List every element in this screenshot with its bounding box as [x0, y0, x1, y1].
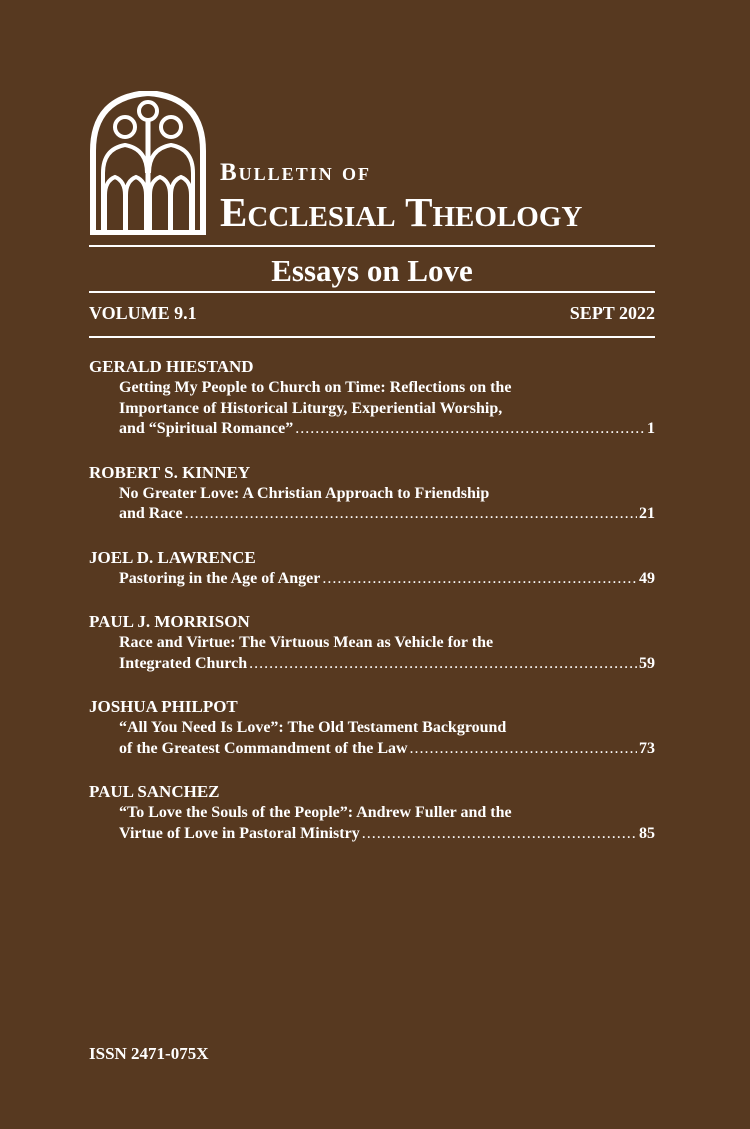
toc-title-text: of the Greatest Commandment of the Law	[119, 739, 408, 757]
toc-title-last-line	[89, 569, 655, 590]
dot-leader	[410, 739, 637, 760]
toc-entry	[89, 611, 655, 674]
volume-label: VOLUME 9.1	[89, 303, 197, 323]
toc-title-line: “All You Need Is Love”: The Old Testament Background	[119, 719, 507, 736]
toc-page-number: 1	[647, 420, 655, 437]
issn: ISSN 2471-075X	[89, 1044, 209, 1063]
toc-page-number: 21	[639, 505, 655, 522]
dot-leader	[362, 824, 637, 845]
table-of-contents	[89, 356, 655, 866]
divider-middle	[89, 291, 655, 293]
toc-title-last-line	[89, 824, 655, 845]
divider-bottom	[89, 336, 655, 338]
toc-title-text: Virtue of Love in Pastoral Ministry	[119, 824, 360, 842]
toc-title-last-line	[89, 419, 655, 440]
toc-author: PAUL J. MORRISON	[89, 612, 250, 631]
cathedral-window-logo	[89, 91, 207, 235]
dot-leader	[295, 419, 645, 440]
issue-title: Essays on Love	[271, 253, 473, 288]
toc-title-last-line	[89, 504, 655, 525]
toc-entry	[89, 356, 655, 440]
toc-title-line: “To Love the Souls of the People”: Andrew Fuller and the	[119, 804, 512, 821]
toc-entry	[89, 547, 655, 590]
toc-author: JOSHUA PHILPOT	[89, 697, 238, 716]
toc-title-line: No Greater Love: A Christian Approach to Friendship	[119, 484, 490, 502]
toc-author: ROBERT S. KINNEY	[89, 462, 251, 482]
toc-title-last-line	[89, 654, 655, 675]
issue-date: SEPT 2022	[569, 303, 655, 323]
journal-title-line1: Bulletin of	[220, 159, 371, 186]
toc-author: GERALD HIESTAND	[89, 357, 254, 376]
toc-author: JOEL D. LAWRENCE	[89, 547, 256, 567]
journal-title-line2: Ecclesial Theology	[220, 189, 583, 235]
toc-page-number: 59	[639, 654, 655, 672]
toc-entry	[89, 781, 655, 844]
toc-page-number: 49	[639, 569, 655, 587]
toc-title-text: Integrated Church	[119, 654, 248, 672]
toc-page-number: 73	[639, 739, 655, 757]
dot-leader	[322, 569, 637, 590]
toc-title-text: and Race	[119, 505, 183, 522]
toc-title-text: and “Spiritual Romance”	[119, 420, 294, 437]
dot-leader	[249, 654, 637, 675]
toc-title-line: Importance of Historical Liturgy, Experiential Worship,	[119, 399, 503, 417]
toc-entry	[89, 462, 655, 525]
toc-page-number: 85	[639, 824, 655, 842]
toc-title-text: Pastoring in the Age of Anger	[119, 569, 321, 587]
toc-entry	[89, 696, 655, 759]
toc-title-line: Getting My People to Church on Time: Reflections on the	[119, 379, 512, 396]
dot-leader	[185, 504, 637, 525]
toc-title-last-line	[89, 739, 655, 760]
toc-author: PAUL SANCHEZ	[89, 782, 220, 801]
divider-top	[89, 245, 655, 247]
toc-title-line: Race and Virtue: The Virtuous Mean as Vehicle for the	[119, 634, 494, 651]
